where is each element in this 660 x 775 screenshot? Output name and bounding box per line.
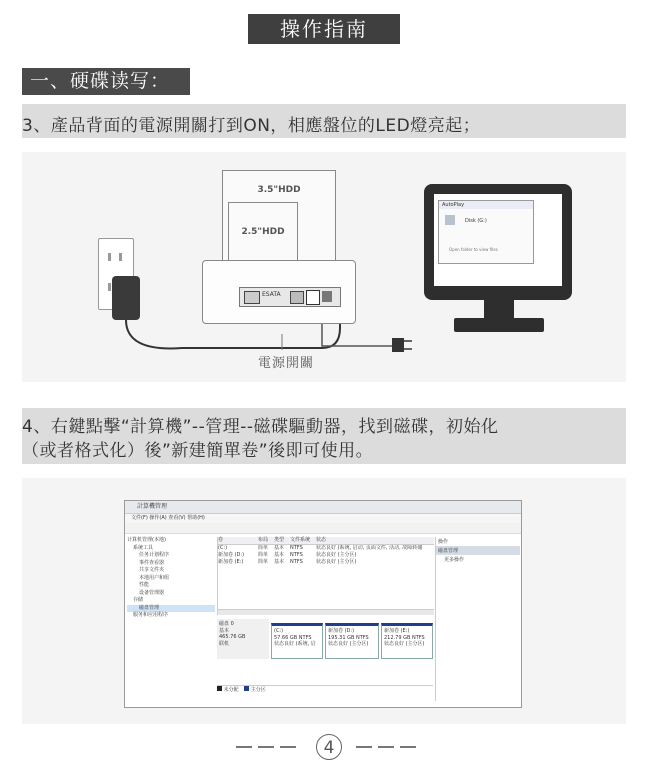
window-title: 計算機管理 (125, 501, 521, 514)
partition-label: 新加卷 (E:) (384, 628, 410, 634)
tree-item[interactable]: 性能 (139, 582, 150, 588)
monitor-base (454, 318, 544, 332)
tree-item[interactable]: 计算机管理(本地) (127, 537, 166, 543)
disk-name: 磁盘 0 (219, 621, 234, 627)
footer-dash (236, 746, 252, 748)
col-header[interactable]: 布局 (258, 537, 269, 543)
step3-text: 3、產品背面的電源開關打到ON，相應盤位的LED燈亮起； (22, 116, 481, 136)
volume-name: (C:) (218, 545, 228, 551)
footer-dash (258, 746, 274, 748)
monitor-screen (434, 194, 562, 286)
volume-name: 新加卷 (E:) (218, 559, 244, 565)
legend-swatch-unallocated (217, 686, 222, 691)
partition-size: 195.31 GB NTFS (328, 634, 369, 641)
autoplay-title: AutoPlay (439, 201, 533, 209)
col-header[interactable]: 状态 (316, 537, 327, 543)
volume-list (217, 537, 434, 615)
volume-status: 状态良好 (主分区) (316, 559, 357, 565)
table-row[interactable] (218, 545, 434, 552)
volume-fs: NTFS (290, 559, 303, 565)
esata-label: ESATA (262, 291, 281, 298)
volume-type: 基本 (274, 552, 285, 558)
step3-diagram-panel (22, 152, 626, 382)
hdd-35-label: 3.5"HDD (257, 185, 301, 195)
volume-list-header (218, 537, 434, 545)
disk-size: 465.76 GB (219, 634, 246, 640)
partition-status: 状态良好 (系统, 启 (274, 641, 316, 647)
disk-state: 联机 (219, 640, 230, 647)
actions-item[interactable]: 磁盘管理 (436, 546, 520, 555)
volume-layout: 简单 (258, 545, 269, 551)
hdd-25-label: 2.5"HDD (241, 227, 285, 237)
actions-header: 操作 (438, 539, 449, 545)
partition-label: 新加卷 (D:) (328, 628, 355, 634)
partition-status: 状态良好 (主分区) (384, 641, 425, 647)
partition-d[interactable] (325, 623, 379, 659)
disk-type: 基本 (219, 627, 230, 634)
volume-layout: 简单 (258, 559, 269, 565)
table-row[interactable] (218, 552, 434, 559)
legend-unallocated: 未分配 (223, 687, 239, 693)
partition-c[interactable] (271, 623, 323, 659)
drive-icon (445, 215, 455, 225)
disk-legend (217, 685, 433, 694)
actions-pane (435, 537, 520, 701)
window-menu[interactable]: 文件(F) 操作(A) 查看(V) 帮助(H) (125, 514, 521, 523)
dc-port-icon (290, 291, 304, 304)
computer-management-window (124, 500, 522, 708)
volume-type: 基本 (274, 545, 285, 551)
step4-text-line2: （或者格式化）後”新建簡單卷”後即可使用。 (22, 441, 374, 461)
page-number: 4 (316, 734, 342, 760)
volume-fs: NTFS (290, 545, 303, 551)
horizontal-scrollbar[interactable] (218, 609, 434, 615)
legend-primary: 主分区 (250, 687, 266, 693)
partition-e[interactable] (381, 623, 433, 659)
partition-size: 57.66 GB NTFS (274, 634, 312, 641)
window-toolbar (125, 523, 521, 534)
tree-item[interactable]: 任务计划程序 (139, 552, 170, 558)
step4-text-line1: 4、右鍵點擊“計算機”--管理--磁碟驅動器，找到磁碟，初始化 (22, 417, 499, 437)
volume-type: 基本 (274, 559, 285, 565)
footer-dash (400, 746, 416, 748)
autoplay-option[interactable]: Open folder to view files (449, 247, 498, 252)
tree-item[interactable]: 服务和应用程序 (133, 612, 169, 618)
footer-dash (356, 746, 372, 748)
section-title: 一、硬碟读写： (22, 68, 190, 95)
autoplay-dialog (438, 200, 534, 264)
tree-item[interactable]: 事件查看器 (139, 559, 165, 566)
tree-item[interactable]: 共享文件夹 (139, 567, 165, 573)
volume-status: 状态良好 (系统, 启动, 页面文件, 活动, 故障转储 (316, 545, 423, 551)
usb-port-icon (244, 291, 260, 304)
disk-map (217, 619, 433, 683)
hdd-25-slot (228, 202, 298, 262)
partition-size: 212.79 GB NTFS (384, 634, 425, 641)
autoplay-drive: Disk (G:) (465, 218, 487, 224)
power-switch-caption: 電源開關 (258, 356, 315, 371)
tree-item[interactable]: 存储 (133, 597, 144, 603)
tree-item[interactable]: 设备管理器 (139, 589, 165, 596)
table-row[interactable] (218, 559, 434, 566)
col-header[interactable]: 卷 (218, 537, 224, 543)
power-switch-icon[interactable] (306, 290, 320, 305)
volume-layout: 简单 (258, 552, 269, 558)
nav-tree (127, 537, 215, 701)
partition-status: 状态良好 (主分区) (328, 641, 369, 647)
volume-fs: NTFS (290, 552, 303, 558)
footer-dash (378, 746, 394, 748)
legend-swatch-primary (244, 686, 249, 691)
partition-label: (C:) (274, 628, 284, 634)
tree-item-selected[interactable]: 磁盘管理 (127, 605, 215, 613)
volume-status: 状态良好 (主分区) (316, 552, 357, 558)
tree-item[interactable]: 本地用户和组 (139, 574, 170, 581)
page-title: 操作指南 (248, 14, 400, 44)
monitor-neck (484, 300, 514, 318)
actions-item[interactable]: 更多操作 (444, 557, 465, 563)
docking-station (202, 260, 356, 324)
fan-icon (322, 291, 332, 302)
volume-name: 新加卷 (D:) (218, 552, 245, 558)
col-header[interactable]: 文件系统 (290, 537, 311, 543)
disk-info (217, 619, 269, 659)
footer-dash (280, 746, 296, 748)
monitor-icon (424, 184, 572, 300)
rear-panel (239, 287, 341, 307)
tree-item[interactable]: 系统工具 (133, 544, 154, 551)
col-header[interactable]: 类型 (274, 537, 285, 543)
